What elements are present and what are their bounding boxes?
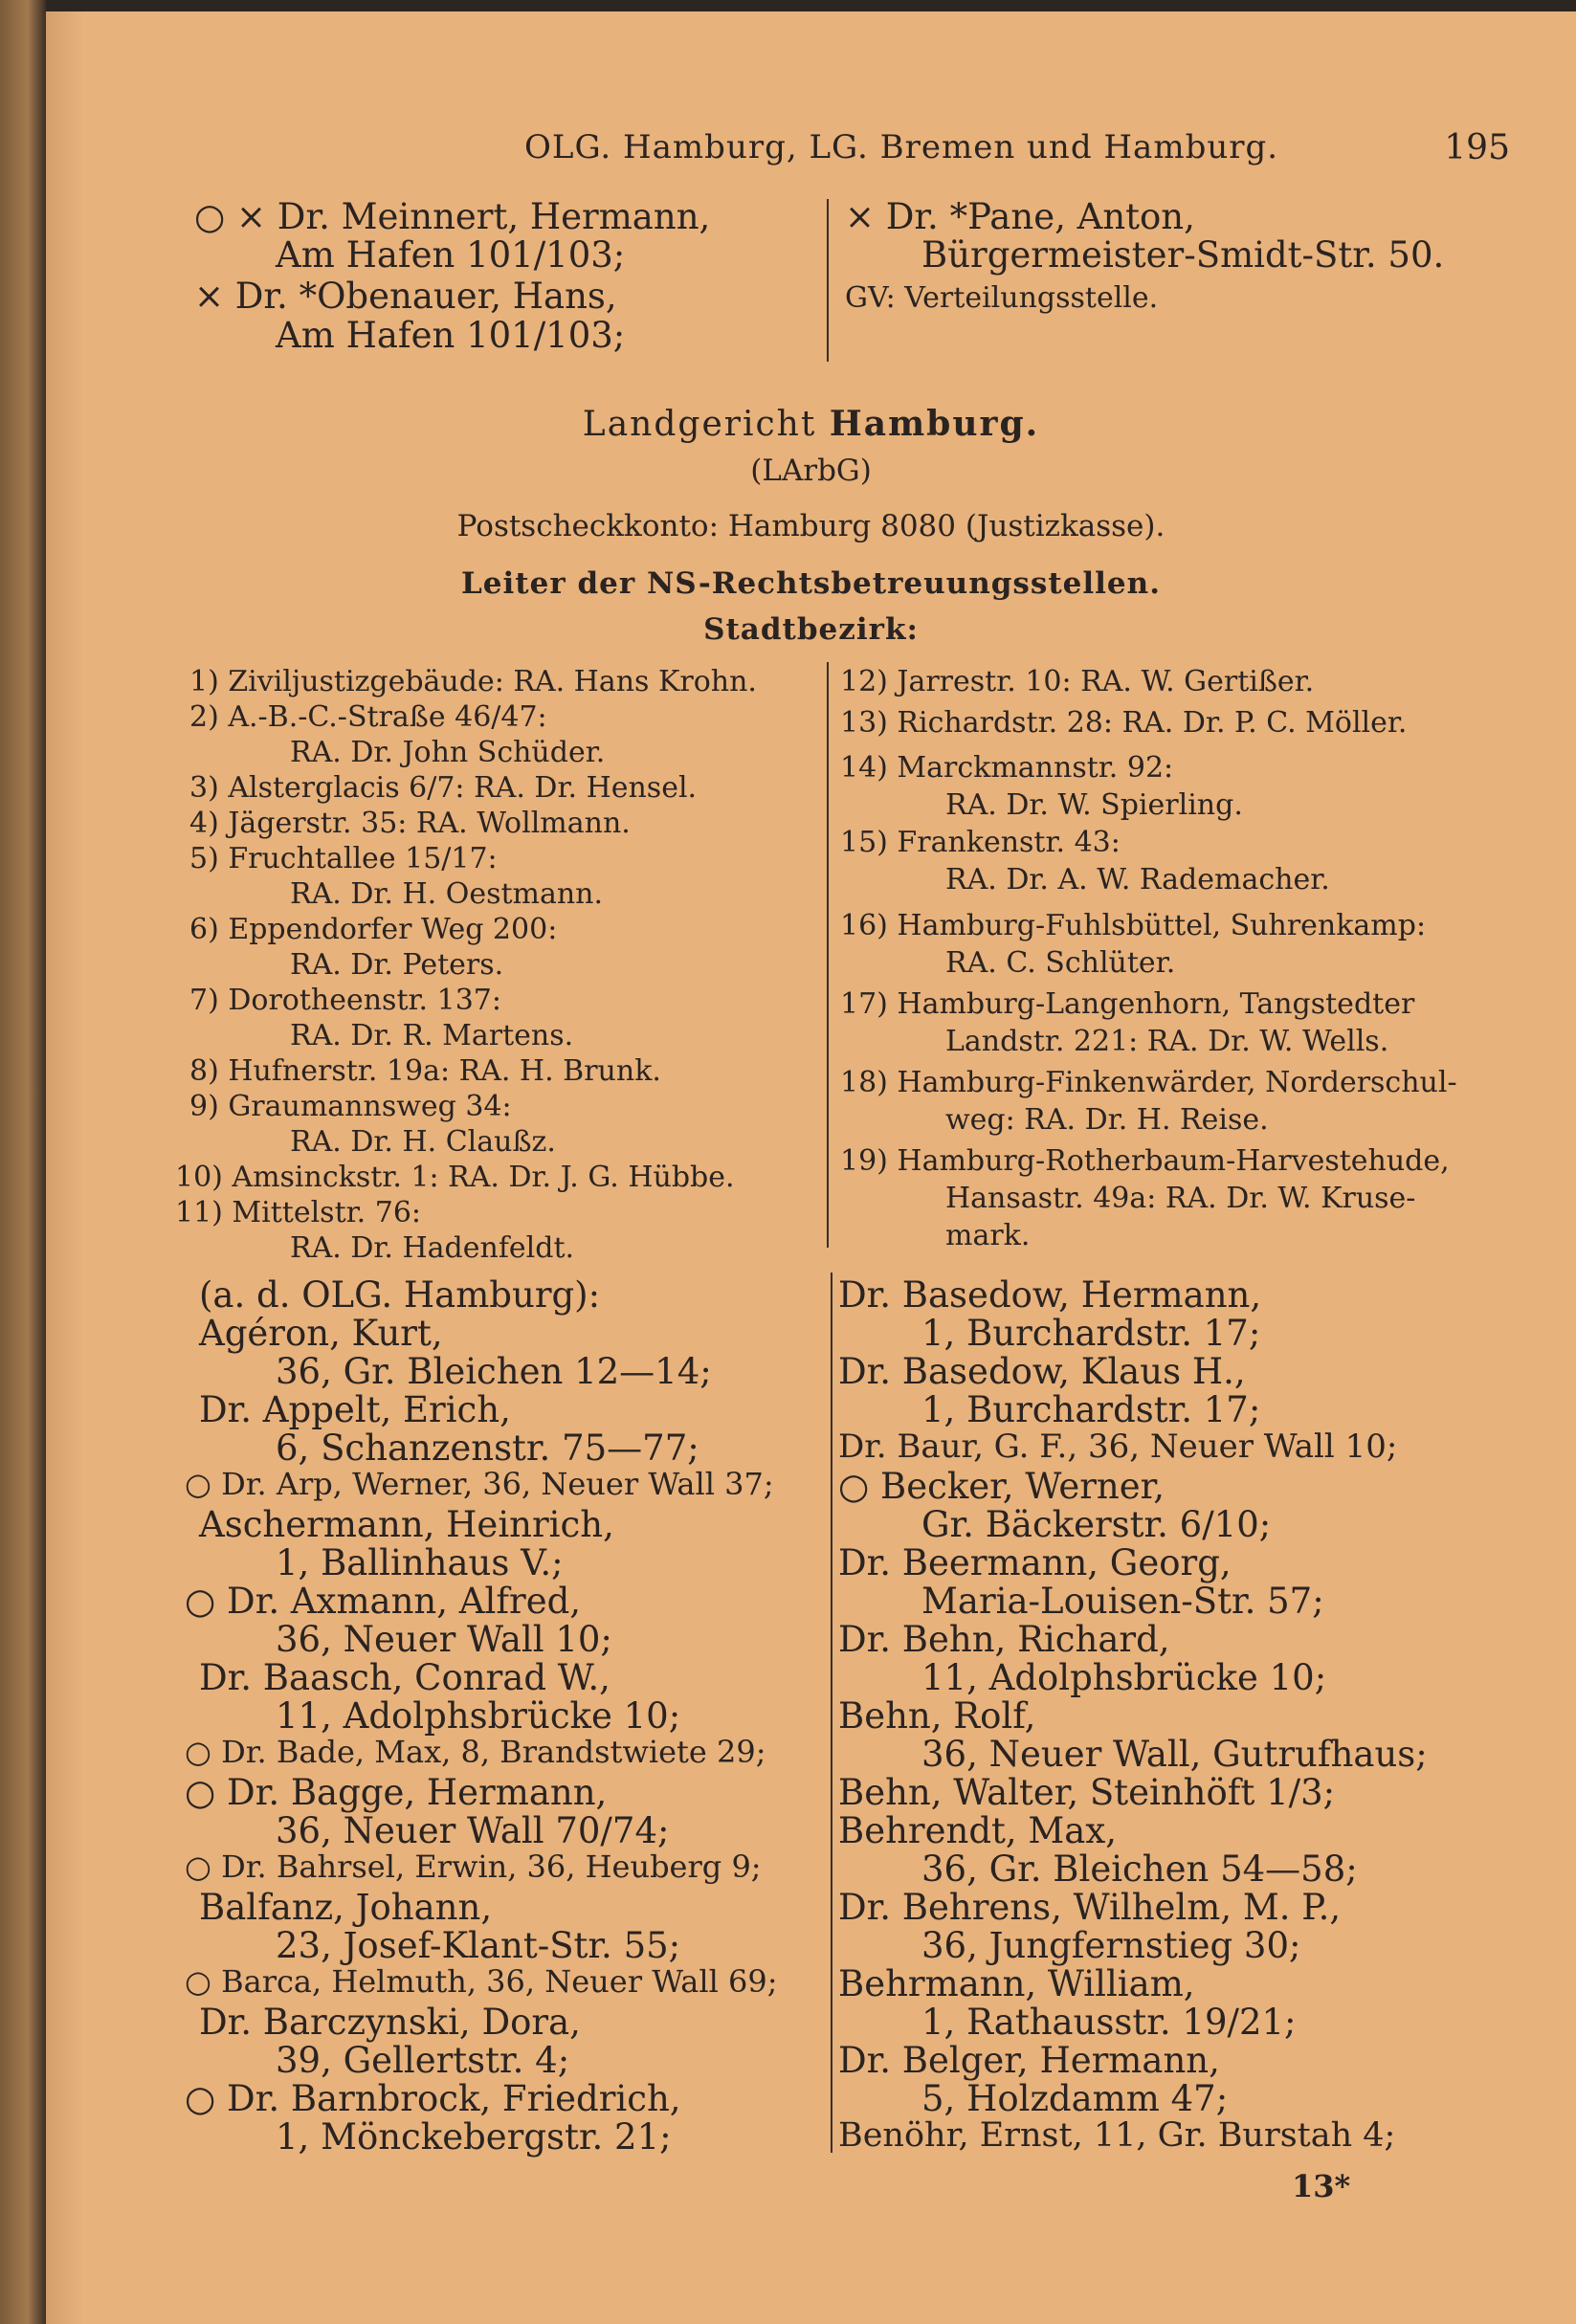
lawyer-line: ○ Becker, Werner, <box>838 1466 1165 1507</box>
lawyer-line: 36, Jungfernstieg 30; <box>921 1925 1301 1966</box>
lawyer-line: 1, Mönckebergstr. 21; <box>276 2116 672 2158</box>
lawyer-line: Benöhr, Ernst, 11, Gr. Burstah 4; <box>838 2116 1396 2155</box>
lawyer-line: ○ Dr. Barnbrock, Friedrich, <box>185 2078 681 2119</box>
stelle-line: 10) Amsinckstr. 1: RA. Dr. J. G. Hübbe. <box>175 1161 735 1194</box>
column-divider <box>827 662 829 1248</box>
top-right-line: GV: Verteilungsstelle. <box>845 281 1159 315</box>
stelle-line: weg: RA. Dr. H. Reise. <box>945 1103 1269 1137</box>
lawyer-line: 36, Gr. Bleichen 54—58; <box>921 1848 1358 1890</box>
lawyer-line: 1, Burchardstr. 17; <box>921 1313 1261 1354</box>
lawyer-line: Dr. Baur, G. F., 36, Neuer Wall 10; <box>838 1428 1398 1466</box>
top-left-line: Am Hafen 101/103; <box>276 315 626 356</box>
court-title <box>46 404 1576 444</box>
lawyer-line: ○ Dr. Arp, Werner, 36, Neuer Wall 37; <box>185 1466 774 1502</box>
stelle-line: Hansastr. 49a: RA. Dr. W. Kruse- <box>945 1182 1416 1215</box>
lawyer-line: Agéron, Kurt, <box>199 1313 443 1354</box>
lawyer-line: 5, Holzdamm 47; <box>921 2078 1229 2119</box>
lawyer-line: Behn, Walter, Steinhöft 1/3; <box>838 1772 1336 1813</box>
stelle-line: RA. Dr. W. Spierling. <box>945 788 1243 822</box>
lawyer-line: Dr. Behn, Richard, <box>838 1619 1170 1660</box>
stadtbezirk-heading: Stadtbezirk: <box>703 612 919 647</box>
court-abbrev: (LArbG) <box>750 454 872 488</box>
stelle-line: 3) Alsterglacis 6/7: RA. Dr. Hensel. <box>189 771 698 805</box>
lawyer-line: Gr. Bäckerstr. 6/10; <box>921 1504 1272 1545</box>
lawyer-line: Balfanz, Johann, <box>199 1887 493 1928</box>
lawyer-line: ○ Dr. Axmann, Alfred, <box>185 1581 582 1622</box>
lawyer-line: Dr. Belger, Hermann, <box>838 2040 1220 2081</box>
top-right-line: Bürgermeister-Smidt-Str. 50. <box>921 234 1445 276</box>
lawyer-line: ○ Dr. Bahrsel, Erwin, 36, Heuberg 9; <box>185 1848 762 1885</box>
stelle-line: RA. Dr. R. Martens. <box>290 1019 574 1052</box>
court-title-name: Hamburg. <box>829 404 1040 444</box>
lawyer-line: Dr. Beermann, Georg, <box>838 1542 1232 1583</box>
lawyer-line: 11, Adolphsbrücke 10; <box>276 1695 681 1737</box>
lawyer-line: 36, Neuer Wall 70/74; <box>276 1810 670 1851</box>
stelle-line: 16) Hamburg-Fuhlsbüttel, Suhrenkamp: <box>840 909 1427 942</box>
lawyer-line: ○ Barca, Helmuth, 36, Neuer Wall 69; <box>185 1963 778 2000</box>
column-divider <box>827 199 829 362</box>
stelle-line: RA. Dr. A. W. Rademacher. <box>945 863 1330 896</box>
stelle-line: mark. <box>945 1219 1031 1252</box>
stelle-line: 18) Hamburg-Finkenwärder, Norderschul- <box>840 1066 1457 1099</box>
stelle-line: 1) Ziviljustizgebäude: RA. Hans Krohn. <box>189 665 757 698</box>
stelle-line: 4) Jägerstr. 35: RA. Wollmann. <box>189 807 631 840</box>
stelle-line: RA. Dr. Hadenfeldt. <box>290 1231 575 1265</box>
top-left-line: × Dr. *Obenauer, Hans, <box>194 276 617 317</box>
stelle-line: 9) Graumannsweg 34: <box>189 1090 512 1123</box>
stelle-line: 15) Frankenstr. 43: <box>840 826 1121 859</box>
lawyer-line: 1, Burchardstr. 17; <box>921 1389 1261 1430</box>
stelle-line: 5) Fruchtallee 15/17: <box>189 842 498 875</box>
lawyer-line: ○ Dr. Bagge, Hermann, <box>185 1772 608 1813</box>
lawyer-line: (a. d. OLG. Hamburg): <box>199 1274 601 1316</box>
lawyer-line: 36, Neuer Wall, Gutrufhaus; <box>921 1734 1428 1775</box>
column-divider <box>831 1273 832 2153</box>
stelle-line: 12) Jarrestr. 10: RA. W. Gertißer. <box>840 665 1315 698</box>
stelle-line: 13) Richardstr. 28: RA. Dr. P. C. Möller. <box>840 706 1408 740</box>
stelle-line: 2) A.-B.-C.-Straße 46/47: <box>189 700 547 734</box>
running-header <box>199 128 1520 176</box>
lawyer-line: 1, Rathausstr. 19/21; <box>921 2002 1297 2043</box>
lawyer-line: 39, Gellertstr. 4; <box>276 2040 570 2081</box>
lawyer-line: 1, Ballinhaus V.; <box>276 1542 564 1583</box>
page <box>46 11 1576 2324</box>
lawyer-line: Dr. Behrens, Wilhelm, M. P., <box>838 1887 1342 1928</box>
lawyer-line: ○ Dr. Bade, Max, 8, Brandstwiete 29; <box>185 1734 766 1770</box>
stelle-line: 8) Hufnerstr. 19a: RA. H. Brunk. <box>189 1054 661 1088</box>
lawyer-line: 11, Adolphsbrücke 10; <box>921 1657 1327 1698</box>
lawyer-line: Behrmann, William, <box>838 1963 1195 2004</box>
stelle-line: 17) Hamburg-Langenhorn, Tangstedter <box>840 987 1415 1021</box>
top-right-line: × Dr. *Pane, Anton, <box>845 196 1195 237</box>
stelle-line: 14) Marckmannstr. 92: <box>840 751 1174 785</box>
lawyer-line: Maria-Louisen-Str. 57; <box>921 1581 1324 1622</box>
lawyer-line: Dr. Barczynski, Dora, <box>199 2002 581 2043</box>
signature-mark: 13* <box>1292 2168 1351 2204</box>
running-title: OLG. Hamburg, LG. Bremen und Hamburg. <box>524 128 1279 166</box>
lawyer-line: Behn, Rolf, <box>838 1695 1036 1737</box>
stelle-line: RA. Dr. H. Claußz. <box>290 1125 556 1159</box>
stelle-line: 7) Dorotheenstr. 137: <box>189 984 501 1017</box>
top-left-line: Am Hafen 101/103; <box>276 234 626 276</box>
stelle-line: RA. Dr. Peters. <box>290 948 504 982</box>
lawyer-line: Behrendt, Max, <box>838 1810 1117 1851</box>
stelle-line: 6) Eppendorfer Weg 200: <box>189 913 558 946</box>
lawyer-line: Aschermann, Heinrich, <box>199 1504 614 1545</box>
stelle-line: Landstr. 221: RA. Dr. W. Wells. <box>945 1025 1389 1058</box>
stelle-line: 19) Hamburg-Rotherbaum-Harvestehude, <box>840 1144 1450 1178</box>
lawyer-line: 36, Gr. Bleichen 12—14; <box>276 1351 712 1392</box>
page-number: 195 <box>1444 128 1510 167</box>
lawyer-line: Dr. Baasch, Conrad W., <box>199 1657 610 1698</box>
top-left-line: ○ × Dr. Meinnert, Hermann, <box>194 196 711 237</box>
postscheck: Postscheckkonto: Hamburg 8080 (Justizkasse). <box>456 509 1165 543</box>
lawyer-line: Dr. Appelt, Erich, <box>199 1389 511 1430</box>
book-spine <box>0 0 46 2324</box>
court-title-prefix: Landgericht <box>582 405 817 444</box>
lawyer-line: 6, Schanzenstr. 75—77; <box>276 1428 699 1469</box>
leiter-heading: Leiter der NS-Rechtsbetreuungsstellen. <box>460 566 1161 601</box>
lawyer-line: 23, Josef-Klant-Str. 55; <box>276 1925 681 1966</box>
lawyer-line: Dr. Basedow, Klaus H., <box>838 1351 1246 1392</box>
stelle-line: 11) Mittelstr. 76: <box>175 1196 422 1229</box>
lawyer-line: Dr. Basedow, Hermann, <box>838 1274 1262 1316</box>
stelle-line: RA. Dr. John Schüder. <box>290 736 606 769</box>
lawyer-line: 36, Neuer Wall 10; <box>276 1619 612 1660</box>
stelle-line: RA. Dr. H. Oestmann. <box>290 877 604 911</box>
stelle-line: RA. C. Schlüter. <box>945 946 1176 980</box>
